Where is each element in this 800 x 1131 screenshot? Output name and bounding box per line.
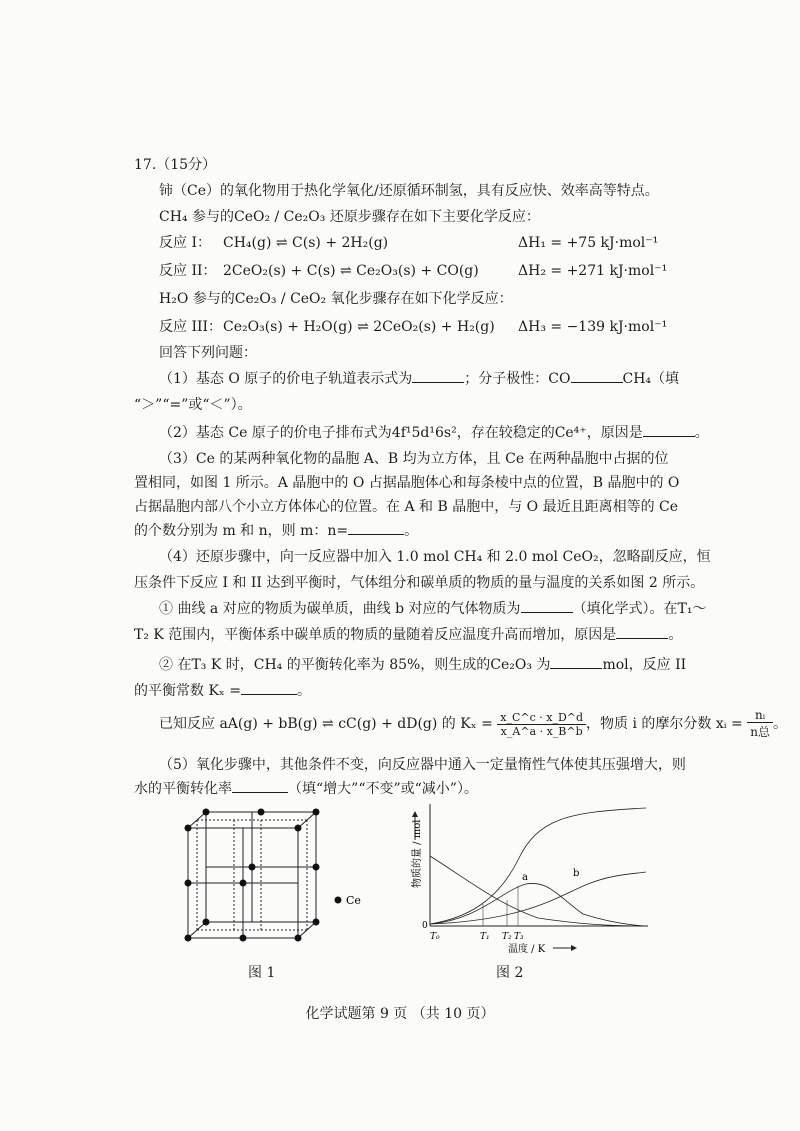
- x-axis-label: 温度 / K: [508, 944, 546, 955]
- part-4-line-2: 压条件下反应 I 和 II 达到平衡时，气体组分和碳单质的物质的量与温度的关系如图 2 所示。: [134, 575, 705, 591]
- curve-a: [430, 883, 646, 926]
- tick-t2: T₂: [502, 932, 512, 942]
- reaction-3-label: 反应 III：: [159, 319, 223, 335]
- reaction-2-enthalpy: ΔH₂ = +271 kJ·mol⁻¹: [518, 263, 668, 279]
- question-score: （15分）: [156, 157, 217, 173]
- tick-t3: T₃: [514, 932, 524, 942]
- kx-fraction: $\frac{x\_C\^{}c \cdot x\_D\^{}d}{x\_A\^{}a \cdot x\_B\^{}b}$: [497, 711, 586, 738]
- part-1-line-1: （1）基态 O 原子的价电子轨道表示式为 ；分子极性：CO CH₄（填: [159, 371, 680, 387]
- ce-legend-dot: [335, 897, 342, 904]
- reaction-2-equation: 2CeO₂(s) + C(s) ⇌ Ce₂O₃(s) + CO(g): [223, 263, 479, 279]
- mole-fraction: $\frac{\text{nᵢ}}{\text{n总}}$: [747, 708, 773, 740]
- part-2-line: （2）基态 Ce 原子的价电子排布式为4f¹5d¹6s²，存在较稳定的Ce⁴⁺，原因是 。: [159, 425, 709, 441]
- part-4-line-1: （4）还原步骤中，向一反应器中加入 1.0 mol CH₄ 和 2.0 mol CeO₂，忽略副反应，恒: [159, 549, 711, 565]
- reaction-1-label: 反应 I：: [159, 235, 211, 251]
- reaction-1-enthalpy: ΔH₁ = +75 kJ·mol⁻¹: [518, 235, 659, 251]
- figure-1-caption: 图 1: [248, 965, 276, 981]
- answer-blank-5[interactable]: [232, 780, 288, 793]
- ce-legend-label: Ce: [346, 894, 361, 907]
- part-3-line-1: （3）Ce 的某两种氧化物的晶胞 A、B 均为立方体，且 Ce 在两种晶胞中占据的位: [159, 451, 669, 467]
- tick-t0: T₀: [430, 932, 440, 942]
- answer-blank-3[interactable]: [348, 522, 404, 535]
- question-number: 17.: [134, 157, 157, 173]
- prompt-text: 回答下列问题：: [159, 345, 257, 361]
- curve-rising: [430, 808, 646, 924]
- figure-2-caption: 图 2: [496, 965, 524, 981]
- curve-b: [430, 872, 646, 924]
- curve-a-label: a: [522, 872, 528, 883]
- answer-blank-4a[interactable]: [521, 600, 573, 613]
- part-5-line-1: （5）氧化步骤中，其他条件不变，向反应器中通入一定量惰性气体使其压强增大，则: [159, 757, 686, 773]
- answer-blank-4d[interactable]: [241, 682, 297, 695]
- origin-label: 0: [422, 921, 428, 931]
- page-footer: 化学试题第 9 页 （共 10 页）: [305, 1006, 495, 1022]
- reaction-3-enthalpy: ΔH₃ = −139 kJ·mol⁻¹: [518, 319, 668, 335]
- part-3-line-3: 占据晶胞内部八个小立方体体心的位置。在 A 和 B 晶胞中，与 O 最近且距离相等的 Ce: [134, 499, 679, 515]
- known-formula-line: 已知反应 aA(g) + bB(g) ⇌ cC(g) + dD(g) 的 Kₓ = $\frac{x\_C\^{}c \cdot x\_D\^{}d}{x\_A\^{}a \cdot x\_B\^{}b}$ ，物质 i 的摩尔分数 xᵢ = $\frac{\text{nᵢ}}{\text{n总}}$ 。: [159, 708, 787, 739]
- curve-b-label: b: [573, 868, 580, 879]
- part-4-line-3: ① 曲线 a 对应的物质为碳单质，曲线 b 对应的气体物质为 （填化学式）。在T₁～: [159, 601, 707, 617]
- intro-text: 铈（Ce）的氧化物用于热化学氧化/还原循环制氢，具有反应快、效率高等特点。: [159, 183, 659, 199]
- h2o-step-text: H₂O 参与的Ce₂O₃ / CeO₂ 氧化步骤存在如下化学反应：: [159, 291, 513, 307]
- question-header: [134, 156, 216, 174]
- part-3-line-4: 的个数分别为 m 和 n，则 m：n= 。: [134, 523, 419, 539]
- part-5-line-2: 水的平衡转化率 （填“增大”“不变”或“减小”）。: [134, 781, 478, 797]
- part-4-line-5: ② 在T₃ K 时，CH₄ 的平衡转化率为 85%，则生成的Ce₂O₃ 为 mol，反应 II: [159, 657, 687, 673]
- reaction-2-label: 反应 II：: [159, 263, 217, 279]
- part-1-line-2: “＞”“=”或“＜”）。: [134, 397, 252, 413]
- answer-blank-1b[interactable]: [571, 370, 623, 383]
- answer-blank-4b[interactable]: [616, 626, 668, 639]
- reaction-1-equation: CH₄(g) ⇌ C(s) + 2H₂(g): [223, 235, 389, 251]
- part-4-line-4: T₂ K 范围内，平衡体系中碳单质的物质的量随着反应温度升高而增加，原因是 。: [134, 627, 683, 643]
- y-axis-label: 物质的量 / mol: [412, 819, 423, 888]
- ch4-step-text: CH₄ 参与的CeO₂ / Ce₂O₃ 还原步骤存在如下主要化学反应：: [159, 209, 540, 225]
- figure-2-chart: [408, 800, 658, 960]
- answer-blank-1a[interactable]: [412, 370, 464, 383]
- reaction-3-equation: Ce₂O₃(s) + H₂O(g) ⇌ 2CeO₂(s) + H₂(g): [223, 319, 495, 335]
- figure-1-unit-cell: [176, 804, 376, 954]
- tick-t1: T₁: [480, 932, 490, 942]
- part-3-line-2: 置相同，如图 1 所示。A 晶胞中的 O 占据晶胞体心和每条棱中点的位置，B 晶胞中的 O: [134, 475, 680, 491]
- answer-blank-2[interactable]: [643, 424, 695, 437]
- curve-decreasing: [430, 856, 646, 926]
- part-4-line-6: 的平衡常数 Kₓ = 。: [134, 683, 312, 699]
- answer-blank-4c[interactable]: [550, 656, 602, 669]
